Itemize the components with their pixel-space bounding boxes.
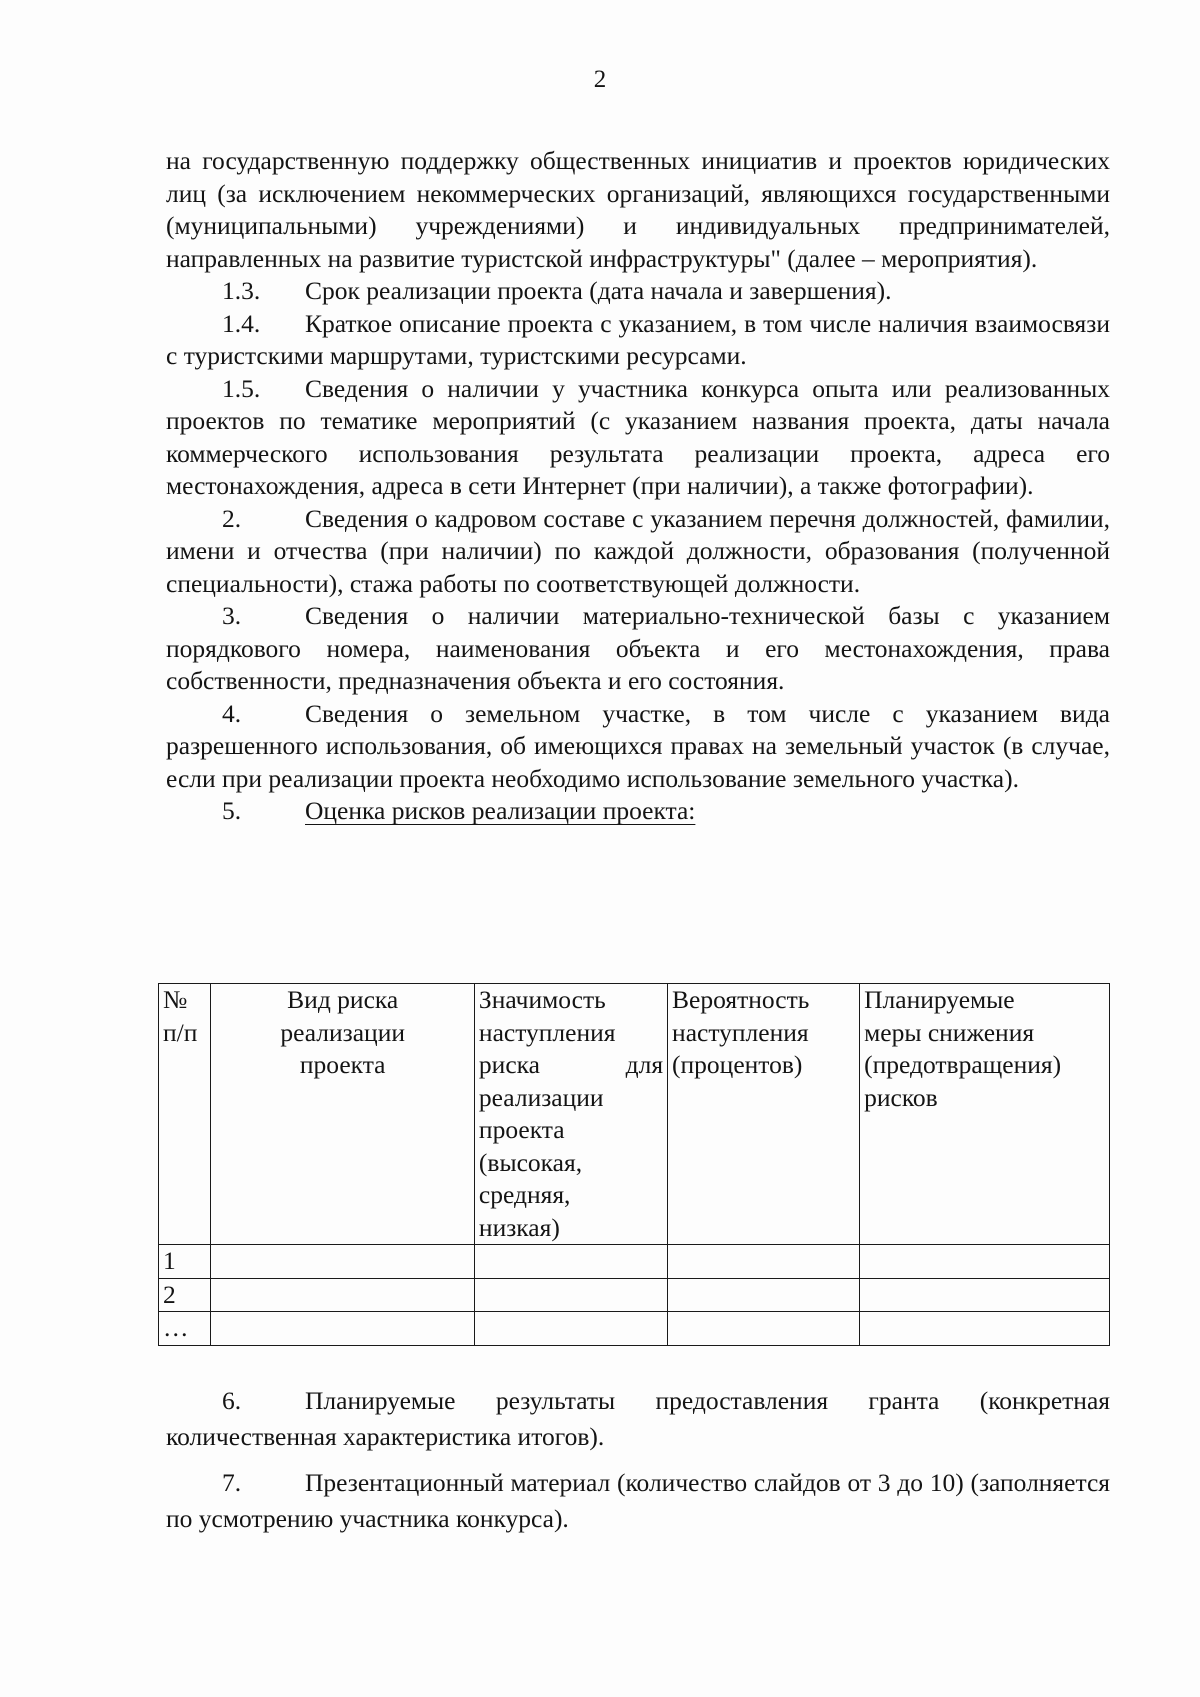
item-number: 4.: [222, 698, 242, 728]
table-row: [159, 1278, 1110, 1312]
item-text: Презентационный материал (количество слайдов от 3 до 10) (заполняется по усмотрению участника конкурса).: [166, 1468, 1110, 1533]
table-header-row: [159, 984, 1110, 1245]
table-cell: [474, 1245, 667, 1279]
item-1-4: [166, 308, 1110, 373]
table-cell: [474, 1312, 667, 1346]
table-cell: [474, 1278, 667, 1312]
table-cell: [860, 1278, 1110, 1312]
header-significance: Значимость наступления риска для реализации проекта (высокая, средняя, низкая): [474, 984, 667, 1245]
table-row: [159, 1312, 1110, 1346]
item-5-risk-heading: [166, 795, 1110, 828]
item-text: Срок реализации проекта (дата начала и завершения).: [305, 276, 892, 305]
item-6: [166, 1383, 1110, 1455]
item-number: 1.4.: [222, 308, 261, 338]
item-number: 3.: [222, 601, 242, 630]
table-cell: 2: [159, 1278, 211, 1312]
risk-table: [158, 983, 1110, 1346]
page-number: 2: [593, 66, 607, 93]
item-text: Сведения о наличии материально-технической базы с указанием порядкового номера, наименования объекта и его местонахождения, права собственности, предназначения объекта и его состояния.: [166, 601, 1110, 695]
table-row: [159, 1245, 1110, 1279]
table-cell: [860, 1312, 1110, 1346]
item-text: Сведения о наличии у участника конкурса опыта или реализованных проектов по тематике мероприятий (с указанием названия проекта, даты начала коммерческого использования результата реализации проекта, адреса его местонахождения, адреса в сети Интернет (при наличии), а также фотографии).: [166, 373, 1110, 500]
item-number: 1.3.: [222, 276, 261, 305]
header-probability: Вероятность наступления (процентов): [668, 984, 860, 1245]
text-after-table: [166, 1383, 1110, 1537]
text-before-table: [166, 145, 1110, 828]
intro-paragraph: на государственную поддержку общественных инициатив и проектов юридических лиц (за исключением некоммерческих организаций, являющихся государственными (муниципальными) учреждениями) и индивидуальных предпринимателей, направленных на развитие туристской инфраструктуры" (далее – мероприятия).: [166, 146, 1110, 273]
item-number: 5.: [222, 796, 242, 825]
header-number: № п/п: [159, 984, 211, 1245]
item-7: [166, 1465, 1110, 1537]
item-number: 2.: [222, 503, 242, 533]
item-text: Сведения о земельном участке, в том числе с указанием вида разрешенного использования, об имеющихся правах на земельный участок (в случае, если при реализации проекта необходимо использование земельного участка).: [166, 698, 1110, 793]
item-number: 7.: [222, 1468, 242, 1497]
table-cell: [668, 1278, 860, 1312]
table-cell: [211, 1312, 474, 1346]
table-cell: [211, 1245, 474, 1279]
table-cell: [860, 1245, 1110, 1279]
item-text: Сведения о кадровом составе с указанием перечня должностей, фамилии, имени и отчества (при наличии) по каждой должности, образования (полученной специальности), стажа работы по соответствующей должности.: [166, 503, 1110, 598]
table-cell: [668, 1312, 860, 1346]
table-cell: …: [159, 1312, 211, 1346]
item-1-3: [166, 275, 1110, 308]
item-4: [166, 698, 1110, 796]
header-risk-type: Вид риска реализации проекта: [211, 984, 474, 1245]
table-cell: 1: [159, 1245, 211, 1279]
header-measures: Планируемые меры снижения (предотвращения) рисков: [860, 984, 1110, 1245]
item-number: 6.: [222, 1386, 242, 1415]
item-text: Краткое описание проекта с указанием, в том числе наличия взаимосвязи с туристскими маршрутами, туристскими ресурсами.: [166, 308, 1110, 370]
item-1-5: [166, 373, 1110, 503]
item-number: 1.5.: [222, 373, 261, 403]
table-cell: [668, 1245, 860, 1279]
risk-heading-text: Оценка рисков реализации проекта:: [305, 796, 696, 825]
table-cell: [211, 1278, 474, 1312]
item-2: [166, 503, 1110, 601]
item-3: [166, 600, 1110, 698]
item-text: Планируемые результаты предоставления гранта (конкретная количественная характеристика итогов).: [166, 1386, 1110, 1451]
